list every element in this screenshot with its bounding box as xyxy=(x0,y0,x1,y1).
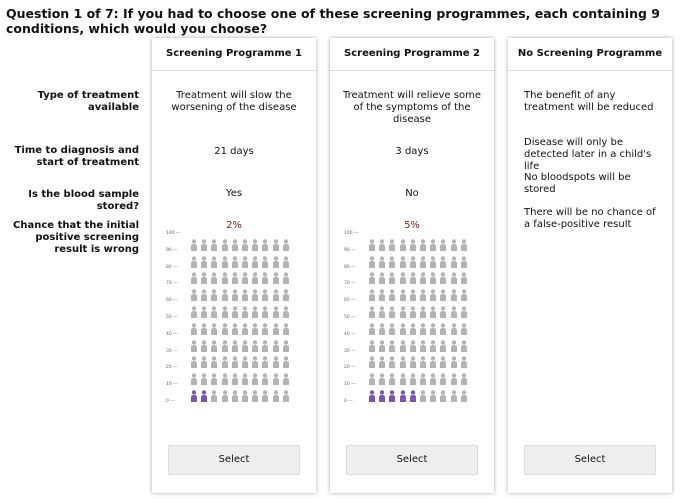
person-icon xyxy=(261,323,269,335)
person-icon xyxy=(439,323,447,335)
person-icon xyxy=(419,390,427,402)
person-icon xyxy=(272,272,280,284)
axis-tick-label: 50 — xyxy=(166,315,178,320)
person-icon xyxy=(190,272,198,284)
person-icon xyxy=(231,306,239,318)
person-icon xyxy=(190,289,198,301)
person-icon xyxy=(210,239,218,251)
person-icon xyxy=(190,256,198,268)
person-icon xyxy=(439,373,447,385)
person-icon xyxy=(419,356,427,368)
person-icon xyxy=(251,373,259,385)
chance-value: 5% xyxy=(404,220,420,231)
person-icon xyxy=(190,356,198,368)
person-icon xyxy=(221,289,229,301)
treatment-value: Treatment will slow the worsening of the disease xyxy=(171,90,297,113)
person-icon xyxy=(399,340,407,352)
person-icon xyxy=(460,256,468,268)
person-icon xyxy=(210,272,218,284)
person-icon xyxy=(409,272,417,284)
axis-tick-label: 80 — xyxy=(344,264,356,270)
person-icon xyxy=(200,256,208,268)
person-icon xyxy=(261,239,269,251)
person-icon xyxy=(388,373,396,385)
stored-value: No xyxy=(405,188,419,199)
person-icon xyxy=(251,272,259,284)
person-icon xyxy=(439,390,447,402)
person-icon xyxy=(190,239,198,251)
person-icon xyxy=(210,340,218,352)
person-icon xyxy=(409,356,417,368)
axis-tick-label: 20 — xyxy=(344,365,356,371)
person-icon xyxy=(368,373,376,385)
person-icon xyxy=(378,323,386,335)
person-icon xyxy=(388,340,396,352)
axis-tick-label: 30 — xyxy=(166,348,178,354)
person-icon xyxy=(261,356,269,368)
person-icon xyxy=(429,340,437,352)
person-icon xyxy=(450,256,458,268)
person-icon xyxy=(210,373,218,385)
person-icon-affected xyxy=(200,390,208,402)
person-icon xyxy=(399,323,407,335)
person-icon xyxy=(409,289,417,301)
person-icon xyxy=(241,323,249,335)
person-icon xyxy=(221,340,229,352)
axis-tick-label: 40 — xyxy=(166,331,178,337)
person-icon xyxy=(378,289,386,301)
person-icon xyxy=(419,306,427,318)
person-icon xyxy=(282,306,290,318)
person-icon xyxy=(409,256,417,268)
chance-value: 2% xyxy=(226,220,242,231)
person-icon xyxy=(282,356,290,368)
person-icon xyxy=(409,340,417,352)
person-icon xyxy=(419,323,427,335)
person-icon xyxy=(460,340,468,352)
person-icon xyxy=(388,356,396,368)
person-icon xyxy=(378,373,386,385)
axis-tick-label: 20 — xyxy=(166,365,178,371)
person-icon xyxy=(261,373,269,385)
person-icon xyxy=(399,306,407,318)
person-icon xyxy=(419,289,427,301)
person-icon xyxy=(399,289,407,301)
person-icon xyxy=(450,390,458,402)
person-icon xyxy=(272,340,280,352)
person-icon xyxy=(231,289,239,301)
icon-array-chart xyxy=(166,231,296,406)
row-label-chance: Chance that the initial positive screening result is wrong xyxy=(13,220,139,255)
axis-tick-label: 0 — xyxy=(166,399,175,404)
person-icon xyxy=(241,239,249,251)
person-icon xyxy=(282,239,290,251)
person-icon xyxy=(368,289,376,301)
person-icon xyxy=(190,373,198,385)
axis-tick-label: 60 — xyxy=(166,298,178,304)
person-icon xyxy=(200,272,208,284)
time-value: 21 days xyxy=(214,146,254,157)
person-icon xyxy=(231,256,239,268)
person-icon xyxy=(419,272,427,284)
person-icon xyxy=(231,373,239,385)
person-icon xyxy=(439,356,447,368)
axis-tick-label: 30 — xyxy=(344,348,356,354)
person-icon xyxy=(210,289,218,301)
person-icon xyxy=(460,356,468,368)
row-label-stored: Is the blood sample stored? xyxy=(28,189,139,212)
person-icon xyxy=(261,272,269,284)
person-icon xyxy=(221,256,229,268)
treatment-value: The benefit of any treatment will be reduced xyxy=(524,90,654,113)
person-icon xyxy=(251,306,259,318)
person-icon xyxy=(439,340,447,352)
person-icon xyxy=(241,356,249,368)
person-icon xyxy=(429,239,437,251)
stored-value: No bloodspots will be stored xyxy=(524,172,631,195)
person-icon xyxy=(282,373,290,385)
person-icon xyxy=(460,289,468,301)
person-icon xyxy=(272,306,280,318)
person-icon xyxy=(200,289,208,301)
person-icon xyxy=(261,390,269,402)
person-icon xyxy=(429,272,437,284)
person-icon xyxy=(200,306,208,318)
question-text: Question 1 of 7: If you had to choose one of these screening programmes, each containing 9 conditions, which would you choose? xyxy=(6,6,660,36)
person-icon xyxy=(450,373,458,385)
person-icon xyxy=(419,239,427,251)
person-icon xyxy=(388,239,396,251)
stored-value: Yes xyxy=(225,188,243,199)
person-icon xyxy=(460,390,468,402)
person-icon xyxy=(450,289,458,301)
person-icon xyxy=(200,340,208,352)
person-icon xyxy=(282,256,290,268)
option-card-1 xyxy=(152,38,316,493)
select-button-3[interactable]: Select xyxy=(524,445,656,475)
person-icon-affected xyxy=(378,390,386,402)
person-icon xyxy=(251,356,259,368)
person-icon xyxy=(272,373,280,385)
person-icon xyxy=(450,340,458,352)
person-icon xyxy=(241,256,249,268)
person-icon xyxy=(282,323,290,335)
person-icon xyxy=(241,272,249,284)
axis-tick-label: 80 — xyxy=(166,264,178,270)
select-button-1[interactable]: Select xyxy=(168,445,300,475)
person-icon xyxy=(272,390,280,402)
person-icon xyxy=(450,272,458,284)
person-icon xyxy=(261,340,269,352)
person-icon xyxy=(429,256,437,268)
axis-tick-label: 10 — xyxy=(166,382,178,388)
person-icon xyxy=(399,272,407,284)
axis-tick-label: 40 — xyxy=(344,331,356,337)
treatment-value: Treatment will relieve some of the symptoms of the disease xyxy=(343,90,481,125)
person-icon xyxy=(388,289,396,301)
person-icon xyxy=(251,239,259,251)
select-button-2[interactable]: Select xyxy=(346,445,478,475)
person-icon xyxy=(272,239,280,251)
person-icon xyxy=(261,289,269,301)
person-icon xyxy=(251,390,259,402)
axis-tick-label: 10 — xyxy=(344,382,356,388)
person-icon xyxy=(399,373,407,385)
person-icon xyxy=(399,256,407,268)
person-icon xyxy=(388,272,396,284)
chance-value: There will be no chance of a false-positive result xyxy=(524,207,656,230)
person-icon xyxy=(231,390,239,402)
person-icon xyxy=(200,323,208,335)
person-icon xyxy=(388,306,396,318)
person-icon xyxy=(282,340,290,352)
axis-tick-label: 100 — xyxy=(166,231,181,236)
person-icon xyxy=(378,272,386,284)
person-icon xyxy=(409,373,417,385)
person-icon xyxy=(429,306,437,318)
card-title: No Screening Programme xyxy=(508,38,672,71)
person-icon xyxy=(241,340,249,352)
person-icon xyxy=(261,256,269,268)
person-icon xyxy=(272,356,280,368)
icon-array-chart xyxy=(344,231,474,406)
person-icon xyxy=(429,356,437,368)
person-icon-affected xyxy=(409,390,417,402)
person-icon xyxy=(378,239,386,251)
person-icon xyxy=(221,323,229,335)
person-icon xyxy=(221,390,229,402)
person-icon xyxy=(368,239,376,251)
person-icon xyxy=(190,306,198,318)
person-icon xyxy=(409,306,417,318)
person-icon xyxy=(388,256,396,268)
card-title: Screening Programme 2 xyxy=(330,38,494,71)
person-icon-affected xyxy=(388,390,396,402)
person-icon xyxy=(241,289,249,301)
card-title: Screening Programme 1 xyxy=(152,38,316,71)
person-icon xyxy=(419,373,427,385)
person-icon xyxy=(200,239,208,251)
person-icon xyxy=(388,323,396,335)
person-icon xyxy=(368,323,376,335)
person-icon xyxy=(460,323,468,335)
option-card-2 xyxy=(330,38,494,493)
person-icon xyxy=(251,256,259,268)
person-icon xyxy=(221,239,229,251)
person-icon xyxy=(210,256,218,268)
person-icon xyxy=(419,340,427,352)
axis-tick-label: 50 — xyxy=(344,315,356,320)
person-icon xyxy=(251,340,259,352)
person-icon xyxy=(272,256,280,268)
person-icon xyxy=(272,323,280,335)
person-icon xyxy=(210,306,218,318)
person-icon xyxy=(272,289,280,301)
person-icon xyxy=(460,272,468,284)
row-label-treatment: Type of treatment available xyxy=(37,90,139,113)
person-icon xyxy=(282,272,290,284)
person-icon xyxy=(282,289,290,301)
person-icon xyxy=(460,239,468,251)
axis-tick-label: 60 — xyxy=(344,298,356,304)
person-icon-affected xyxy=(190,390,198,402)
axis-tick-label: 90 — xyxy=(166,247,178,253)
person-icon xyxy=(368,356,376,368)
person-icon xyxy=(439,272,447,284)
person-icon xyxy=(368,306,376,318)
person-icon xyxy=(200,356,208,368)
person-icon xyxy=(378,340,386,352)
person-icon xyxy=(231,356,239,368)
person-icon xyxy=(439,289,447,301)
person-icon xyxy=(251,323,259,335)
person-icon xyxy=(231,340,239,352)
axis-tick-label: 100 — xyxy=(344,231,359,236)
person-icon xyxy=(368,256,376,268)
person-icon xyxy=(378,356,386,368)
person-icon xyxy=(399,239,407,251)
row-label-time: Time to diagnosis and start of treatment xyxy=(14,145,139,168)
axis-tick-label: 70 — xyxy=(166,281,178,287)
person-icon xyxy=(450,323,458,335)
person-icon xyxy=(439,256,447,268)
axis-tick-label: 0 — xyxy=(344,399,353,404)
time-value: Disease will only be detected later in a child's life xyxy=(524,137,652,172)
person-icon xyxy=(221,272,229,284)
person-icon xyxy=(378,306,386,318)
axis-tick-label: 90 — xyxy=(344,247,356,253)
person-icon xyxy=(221,306,229,318)
time-value: 3 days xyxy=(395,146,429,157)
person-icon xyxy=(429,289,437,301)
person-icon xyxy=(460,306,468,318)
person-icon xyxy=(460,373,468,385)
person-icon xyxy=(282,390,290,402)
axis-tick-label: 70 — xyxy=(344,281,356,287)
person-icon xyxy=(210,356,218,368)
person-icon xyxy=(210,323,218,335)
person-icon xyxy=(419,256,427,268)
person-icon xyxy=(251,289,259,301)
person-icon xyxy=(210,390,218,402)
person-icon xyxy=(450,356,458,368)
person-icon xyxy=(409,323,417,335)
person-icon xyxy=(221,373,229,385)
person-icon xyxy=(231,239,239,251)
person-icon xyxy=(200,373,208,385)
person-icon xyxy=(241,373,249,385)
person-icon xyxy=(261,306,269,318)
person-icon xyxy=(378,256,386,268)
person-icon xyxy=(429,390,437,402)
person-icon xyxy=(231,323,239,335)
person-icon xyxy=(368,340,376,352)
person-icon xyxy=(450,239,458,251)
person-icon xyxy=(241,390,249,402)
option-card-3 xyxy=(508,38,672,493)
person-icon xyxy=(368,272,376,284)
person-icon-affected xyxy=(368,390,376,402)
person-icon-affected xyxy=(399,390,407,402)
person-icon xyxy=(439,239,447,251)
person-icon xyxy=(231,272,239,284)
person-icon xyxy=(190,340,198,352)
person-icon xyxy=(241,306,249,318)
person-icon xyxy=(429,373,437,385)
person-icon xyxy=(221,356,229,368)
person-icon xyxy=(439,306,447,318)
person-icon xyxy=(450,306,458,318)
person-icon xyxy=(409,239,417,251)
person-icon xyxy=(429,323,437,335)
person-icon xyxy=(190,323,198,335)
person-icon xyxy=(399,356,407,368)
